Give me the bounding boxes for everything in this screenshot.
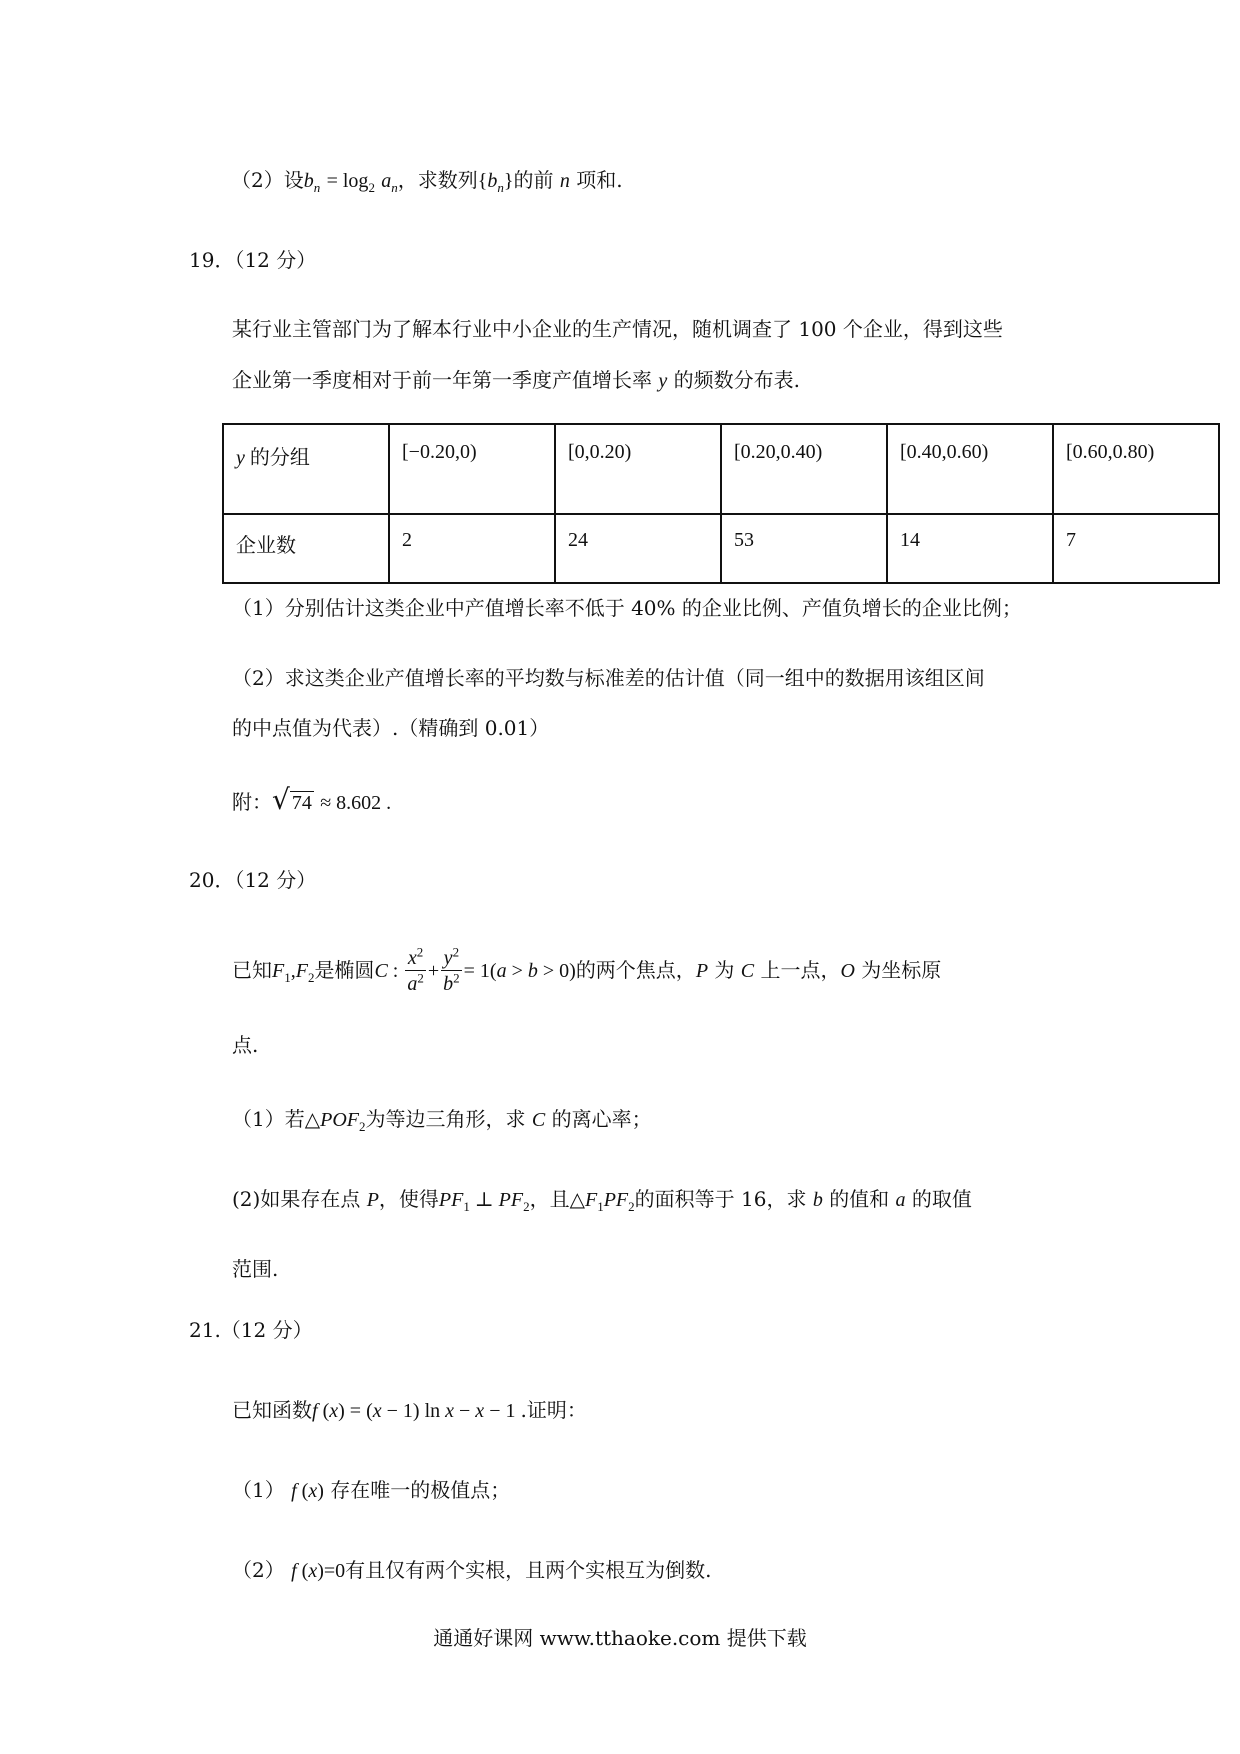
fraction-y: $\frac{y^2}{b^2}$ — [443, 944, 460, 995]
q21-header: 21.（12 分） — [189, 1318, 313, 1342]
table-row-groups — [223, 424, 1219, 514]
q20-header: 20．（12 分） — [189, 868, 317, 892]
q18-part2: （2）设$b_n = \log_2 a_n$，求数列$\{b_n\}$的前 n 项和. — [231, 168, 623, 195]
q21-part1: （1） f (x) 存在唯一的极值点； — [232, 1478, 511, 1502]
triangle-icon: △ — [569, 1187, 585, 1211]
fraction-x: $\frac{x^2}{a^2}$ — [407, 944, 424, 995]
q20-part2-line2: 范围. — [232, 1257, 279, 1281]
table-cell: 14 — [887, 514, 1053, 583]
table-header-group: y 的分组 — [223, 424, 389, 514]
q19-note: 附：√ 74 ≈ 8.602 . — [232, 783, 392, 816]
table-cell: [0.60,0.80) — [1053, 424, 1219, 514]
q20-intro-line2: 点. — [232, 1033, 259, 1057]
frequency-table — [222, 423, 1220, 584]
formula-bn: $b_n$ — [303, 170, 321, 195]
table-cell: [0,0.20) — [555, 424, 721, 514]
table-cell: [0.40,0.60) — [887, 424, 1053, 514]
q19-intro-line1: 某行业主管部门为了解本行业中小企业的生产情况，随机调查了 100 个企业，得到这些 — [232, 317, 1003, 341]
table-cell: [0.20,0.40) — [721, 424, 887, 514]
page-footer: 通通好课网 www.tthaoke.com 提供下载 — [433, 1626, 807, 1650]
q19-part1: （1）分别估计这类企业中产值增长率不低于 40% 的企业比例、产值负增长的企业比例； — [232, 596, 1022, 620]
table-cell: 2 — [389, 514, 555, 583]
q19-part2-line2: 的中点值为代表）.（精确到 0.01） — [232, 716, 550, 740]
table-cell: 24 — [555, 514, 721, 583]
table-cell: 53 — [721, 514, 887, 583]
q20-intro-line1: 已知$F_1,F_2$是椭圆C : $\frac{x^2}{a^2}$ + $\frac{y^2}{b^2}$ = 1(a > b > 0)的两个焦点，P 为 C 上一点，O 为坐标原 — [232, 944, 942, 995]
table-row-counts — [223, 514, 1219, 583]
q20-part2-line1: (2)如果存在点 P，使得$PF_1$ ⊥ $PF_2$，且$\triangle F_1PF_2$的面积等于 16，求 b 的值和 a 的取值 — [232, 1187, 972, 1214]
triangle-icon: △ — [304, 1107, 321, 1131]
q21-part2: （2） f (x)=0有且仅有两个实根，且两个实根互为倒数. — [232, 1558, 712, 1582]
q19-intro-line2: 企业第一季度相对于前一年第一季度产值增长率 y 的频数分布表. — [232, 368, 800, 392]
table-header-count: 企业数 — [223, 514, 389, 583]
sqrt-icon: √ — [272, 783, 290, 816]
q21-intro: 已知函数f (x) = (x − 1) ln x − x − 1 .证明： — [232, 1398, 587, 1422]
q19-part2-line1: （2）求这类企业产值增长率的平均数与标准差的估计值（同一组中的数据用该组区间 — [232, 666, 985, 690]
q19-header: 19．（12 分） — [189, 248, 317, 272]
table-cell: 7 — [1053, 514, 1219, 583]
table-cell: [−0.20,0) — [389, 424, 555, 514]
q20-part1: （1）若$\triangle POF_2$为等边三角形，求 C 的离心率； — [232, 1107, 652, 1134]
